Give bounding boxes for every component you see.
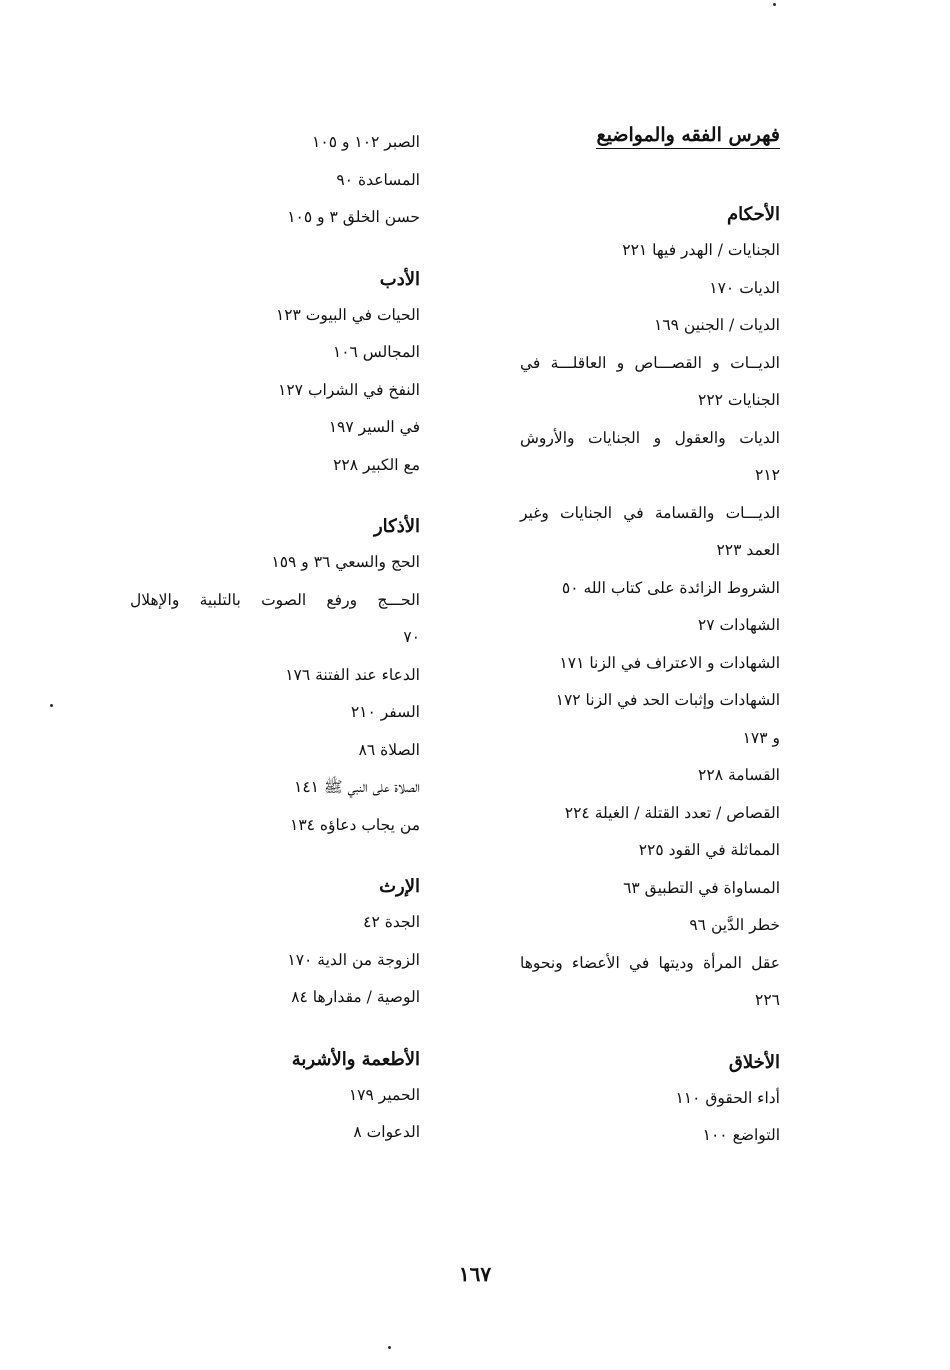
index-entry: الحج والسعي ٣٦ و ١٥٩ xyxy=(271,553,420,571)
index-entry: الحيات في البيوت ١٢٣ xyxy=(275,305,420,324)
section-heading: الإرث xyxy=(379,876,420,897)
index-entry: الحـــج ورفع الصوت بالتلبية والإهلال xyxy=(130,590,420,609)
index-entry: ٧٠ xyxy=(403,628,420,646)
section-heading: الأحكام xyxy=(727,204,780,225)
index-entry: الوصية / مقدارها ٨٤ xyxy=(291,988,420,1006)
index-entry: القسامة ٢٢٨ xyxy=(698,766,780,784)
index-entry: مع الكبير ٢٢٨ xyxy=(333,455,420,474)
index-entry: الصلاة ٨٦ xyxy=(358,740,420,759)
section-heading: الأطعمة والأشربة xyxy=(291,1048,420,1070)
index-entry: الصلاة على النبي ﷺ ١٤١ xyxy=(294,778,420,796)
index-entry: الشهادات وإثبات الحد في الزنا ١٧٢ xyxy=(555,691,780,709)
index-entry: الصبر ١٠٢ و ١٠٥ xyxy=(312,133,420,151)
section-adab xyxy=(130,263,420,485)
index-entry: حسن الخلق ٣ و ١٠٥ xyxy=(287,208,420,226)
index-entry: الدعوات ٨ xyxy=(353,1123,420,1141)
index-entry: الجدة ٤٢ xyxy=(363,913,420,931)
index-entry: الشهادات ٢٧ xyxy=(697,616,780,634)
section-akhlaq xyxy=(520,1046,780,1155)
section-heading: الأذكار xyxy=(373,516,420,537)
index-entry: القصاص / تعدد القتلة / الغيلة ٢٢٤ xyxy=(564,803,780,822)
index-entry: الديـــات والقسامة في الجنايات وغير xyxy=(520,503,780,522)
scan-speck xyxy=(773,3,776,6)
index-entry: في السير ١٩٧ xyxy=(328,418,420,436)
index-entry: ٢٢٦ xyxy=(755,991,780,1009)
section-atima xyxy=(130,1043,420,1152)
index-entry: التواضع ١٠٠ xyxy=(702,1126,780,1144)
index-entry: خطر الدَّين ٩٦ xyxy=(689,916,780,934)
left-column xyxy=(130,124,420,1178)
index-entry: المساواة في التطبيق ٦٣ xyxy=(623,878,780,897)
index-entry: الحمير ١٧٩ xyxy=(348,1085,420,1104)
index-entry: النفخ في الشراب ١٢٧ xyxy=(278,380,420,399)
section-irth xyxy=(130,870,420,1017)
index-entry: المماثلة في القود ٢٢٥ xyxy=(638,841,780,859)
section-adhkar xyxy=(130,510,420,844)
index-entry: العمد ٢٢٣ xyxy=(716,541,780,559)
index-entry: أداء الحقوق ١١٠ xyxy=(675,1088,780,1107)
index-entry: من يجاب دعاؤه ١٣٤ xyxy=(290,815,420,834)
right-column xyxy=(520,120,780,1181)
index-entry: و ١٧٣ xyxy=(742,728,780,747)
index-entry: الزوجة من الدية ١٧٠ xyxy=(287,950,420,969)
section-heading: الأدب xyxy=(379,268,420,290)
scan-speck xyxy=(50,704,53,707)
section-akhlaq-continued xyxy=(130,124,420,237)
index-entry: الشروط الزائدة على كتاب الله ٥٠ xyxy=(561,578,780,597)
index-entry: الشهادات و الاعتراف في الزنا ١٧١ xyxy=(559,653,780,672)
scan-speck xyxy=(388,1346,391,1349)
index-entry: الديــات و القصـــاص و العاقلـــة في xyxy=(520,353,780,372)
index-entry: المجالس ١٠٦ xyxy=(332,343,420,361)
page-number: ١٦٧ xyxy=(458,1262,492,1286)
index-entry: الديات ١٧٠ xyxy=(709,278,780,297)
index-entry: المساعدة ٩٠ xyxy=(336,170,420,189)
index-entry: عقل المرأة وديتها في الأعضاء ونحوها xyxy=(520,953,780,972)
index-entry: الجنايات ٢٢٢ xyxy=(698,391,780,409)
index-entry: السفر ٢١٠ xyxy=(350,703,420,721)
page-title: فهرس الفقه والمواضيع xyxy=(520,120,780,150)
index-entry: ٢١٢ xyxy=(755,466,780,484)
index-entry: الديات / الجنين ١٦٩ xyxy=(654,316,780,334)
section-ahkam xyxy=(520,198,780,1020)
section-heading: الأخلاق xyxy=(728,1051,780,1073)
index-entry: الجنايات / الهدر فيها ٢٢١ xyxy=(622,241,780,259)
index-entry: الديات والعقول و الجنايات والأروش xyxy=(520,428,780,447)
index-entry: الدعاء عند الفتنة ١٧٦ xyxy=(285,665,420,684)
